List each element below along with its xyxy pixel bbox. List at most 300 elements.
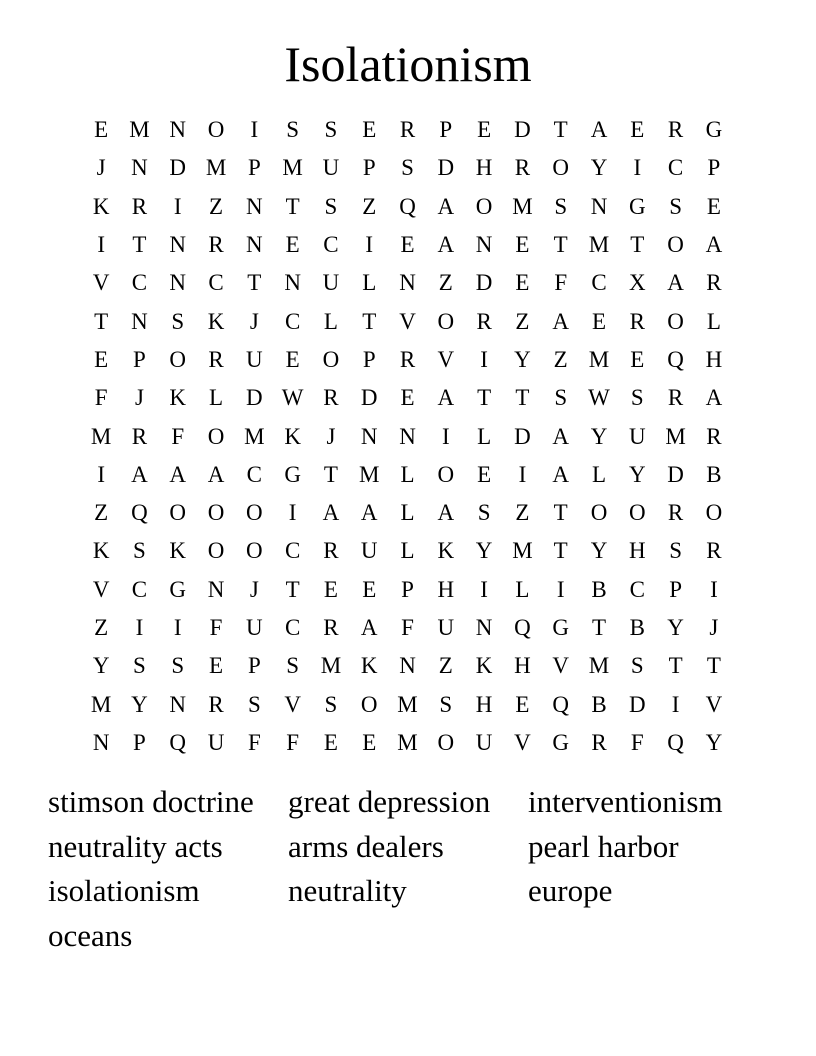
grid-letter: J: [96, 155, 106, 181]
grid-letter: O: [667, 232, 684, 258]
grid-letter: I: [480, 346, 488, 372]
grid-letter: O: [207, 538, 225, 564]
grid-letter: R: [706, 270, 722, 296]
grid-letter: T: [706, 653, 721, 679]
grid-letter: A: [590, 117, 608, 143]
grid-letter: A: [705, 385, 723, 411]
grid-letter: N: [207, 576, 225, 602]
grid-letter: N: [169, 270, 187, 296]
grid-letter: N: [475, 615, 493, 640]
grid-letter: G: [705, 117, 723, 143]
grid-letter: Z: [209, 193, 224, 219]
grid-letter: Q: [667, 346, 684, 372]
grid-letter: T: [94, 308, 109, 334]
grid-letter: T: [285, 193, 300, 219]
grid-letter: X: [628, 270, 646, 296]
grid-letter: N: [169, 117, 187, 143]
grid-letter: H: [628, 538, 646, 564]
grid-letter: K: [169, 538, 187, 564]
grid-letter: Z: [94, 615, 109, 640]
grid-letter: R: [131, 423, 148, 449]
grid-letter: A: [552, 461, 570, 487]
grid-letter: K: [207, 308, 225, 334]
grid-letter: T: [515, 385, 530, 411]
grid-letter: F: [401, 615, 414, 640]
grid-letter: I: [480, 576, 488, 602]
grid-letter: A: [552, 308, 570, 334]
grid-letter: A: [437, 232, 455, 258]
grid-letter: Z: [438, 653, 453, 679]
grid-letter: E: [362, 729, 377, 755]
grid-letter: B: [706, 461, 722, 487]
grid-letter: R: [706, 538, 722, 564]
grid-letter: S: [630, 653, 644, 679]
word-list: [48, 780, 768, 959]
grid-letter: M: [359, 461, 380, 487]
grid-letter: I: [556, 576, 565, 602]
grid-letter: C: [667, 155, 684, 181]
grid-letter: S: [439, 691, 453, 717]
grid-letter: R: [476, 308, 492, 334]
grid-letter: A: [437, 385, 455, 411]
word-list-item: arms dealers: [288, 828, 444, 864]
grid-letter: E: [323, 576, 338, 602]
grid-letter: S: [669, 538, 682, 564]
grid-letter: I: [173, 193, 182, 219]
grid-letter: O: [207, 500, 225, 526]
grid-letter: O: [169, 346, 187, 372]
grid-letter: N: [475, 232, 493, 258]
grid-letter: P: [362, 346, 376, 372]
grid-letter: V: [92, 270, 110, 296]
grid-letter: O: [475, 193, 493, 219]
grid-letter: E: [515, 270, 530, 296]
grid-letter: U: [437, 615, 455, 640]
grid-letter: I: [441, 423, 450, 449]
grid-letter: T: [285, 576, 300, 602]
grid-letter: E: [209, 653, 224, 679]
grid-letter: A: [552, 423, 570, 449]
grid-letter: S: [133, 538, 146, 564]
grid-letter: D: [628, 691, 646, 717]
grid-letter: Z: [515, 500, 530, 526]
grid-letter: Y: [590, 538, 608, 564]
grid-letter: A: [360, 615, 378, 640]
grid-letter: V: [705, 691, 723, 717]
grid-letter: L: [400, 538, 415, 564]
grid-letter: E: [362, 576, 377, 602]
grid-letter: G: [169, 576, 187, 602]
grid-letter: I: [365, 232, 374, 258]
grid-letter: P: [669, 576, 682, 602]
grid-letter: M: [129, 117, 150, 143]
grid-letter: H: [475, 691, 493, 717]
grid-letter: W: [588, 385, 610, 411]
grid-letter: O: [552, 155, 570, 181]
grid-letter: C: [591, 270, 607, 296]
word-search-grid: [82, 111, 733, 762]
grid-letter: T: [630, 232, 645, 258]
grid-letter: J: [249, 576, 259, 602]
grid-letter: E: [706, 193, 721, 219]
grid-letter: S: [171, 308, 185, 334]
grid-letter: K: [360, 653, 378, 679]
grid-letter: F: [554, 270, 568, 296]
grid-letter: E: [400, 385, 415, 411]
grid-letter: L: [323, 308, 338, 334]
grid-letter: A: [437, 500, 455, 526]
grid-letter: K: [284, 423, 301, 449]
grid-letter: K: [437, 538, 455, 564]
grid-letter: B: [591, 576, 607, 602]
grid-letter: M: [588, 653, 610, 679]
grid-letter: E: [362, 117, 377, 143]
grid-letter: T: [477, 385, 492, 411]
grid-letter: V: [552, 653, 570, 679]
grid-letter: Q: [131, 500, 148, 526]
grid-letter: Y: [131, 691, 148, 717]
grid-letter: P: [362, 155, 376, 181]
grid-letter: Q: [552, 691, 570, 717]
grid-letter: A: [705, 232, 723, 258]
grid-letter: F: [286, 729, 300, 755]
grid-letter: E: [477, 117, 492, 143]
grid-letter: D: [475, 270, 493, 296]
grid-letter: R: [208, 691, 224, 717]
grid-letter: J: [326, 423, 336, 449]
grid-letter: N: [131, 308, 148, 334]
grid-letter: Y: [92, 653, 110, 679]
grid-letter: M: [397, 691, 418, 717]
grid-letter: N: [284, 270, 301, 296]
grid-letter: B: [591, 691, 607, 717]
grid-letter: S: [286, 117, 300, 143]
grid-letter: S: [477, 500, 491, 526]
grid-letter: T: [553, 232, 568, 258]
grid-letter: I: [633, 155, 642, 181]
grid-letter: T: [247, 270, 262, 296]
grid-letter: O: [360, 691, 378, 717]
grid-letter: U: [322, 270, 340, 296]
grid-letter: U: [322, 155, 340, 181]
grid-letter: E: [94, 117, 109, 143]
grid-letter: M: [665, 423, 686, 449]
grid-letter: E: [591, 308, 607, 334]
grid-letter: S: [324, 117, 338, 143]
word-list-item: oceans: [48, 918, 133, 954]
grid-letter: D: [360, 385, 378, 411]
grid-letter: O: [246, 500, 263, 526]
grid-letter: H: [514, 653, 531, 679]
grid-letter: N: [399, 653, 416, 679]
grid-letter: S: [247, 691, 261, 717]
grid-letter: Q: [667, 729, 684, 755]
grid-letter: N: [590, 193, 608, 219]
grid-letter: N: [169, 232, 187, 258]
grid-letter: Z: [438, 270, 453, 296]
grid-letter: H: [705, 346, 723, 372]
grid-letter: U: [246, 615, 263, 640]
grid-letter: I: [173, 615, 182, 640]
grid-letter: C: [131, 270, 148, 296]
grid-letter: O: [667, 308, 684, 334]
grid-letter: S: [554, 193, 568, 219]
grid-letter: C: [208, 270, 224, 296]
grid-letter: E: [323, 729, 338, 755]
grid-letter: I: [97, 232, 105, 258]
grid-letter: O: [628, 500, 646, 526]
grid-letter: K: [475, 653, 493, 679]
grid-letter: F: [209, 615, 223, 640]
grid-letter: V: [514, 729, 531, 755]
grid-letter: B: [629, 615, 645, 640]
grid-letter: K: [169, 385, 187, 411]
grid-letter: G: [628, 193, 646, 219]
grid-letter: Z: [553, 346, 568, 372]
grid-letter: A: [667, 270, 684, 296]
grid-letter: L: [706, 308, 721, 334]
grid-letter: U: [207, 729, 225, 755]
grid-letter: R: [208, 232, 224, 258]
grid-letter: O: [207, 117, 225, 143]
grid-letter: N: [360, 423, 378, 449]
grid-letter: E: [285, 232, 300, 258]
grid-letter: Y: [628, 461, 646, 487]
grid-letter: T: [591, 615, 607, 640]
grid-letter: E: [477, 461, 492, 487]
grid-letter: R: [706, 423, 722, 449]
grid-letter: L: [591, 461, 607, 487]
grid-letter: U: [628, 423, 646, 449]
grid-letter: M: [90, 423, 112, 449]
word-list-item: interventionism: [528, 784, 723, 819]
grid-letter: A: [207, 461, 225, 487]
grid-letter: T: [132, 232, 147, 258]
grid-letter: T: [553, 500, 568, 526]
grid-letter: O: [437, 308, 455, 334]
grid-letter: M: [282, 155, 303, 181]
grid-letter: E: [94, 346, 109, 372]
word-list-item: neutrality acts: [48, 828, 223, 864]
grid-letter: T: [553, 538, 568, 564]
grid-letter: N: [246, 232, 263, 258]
grid-letter: Z: [515, 308, 530, 334]
grid-letter: I: [518, 461, 527, 487]
grid-letter: Y: [590, 423, 608, 449]
grid-letter: P: [439, 117, 453, 143]
grid-letter: N: [92, 729, 110, 755]
grid-letter: T: [668, 653, 683, 679]
grid-letter: Z: [362, 193, 377, 219]
grid-letter: D: [246, 385, 263, 411]
grid-letter: Q: [399, 193, 416, 219]
grid-letter: O: [207, 423, 225, 449]
grid-letter: K: [92, 538, 110, 564]
grid-letter: C: [629, 576, 645, 602]
grid-letter: D: [514, 117, 531, 143]
grid-letter: P: [401, 576, 414, 602]
grid-letter: J: [249, 308, 259, 334]
grid-letter: L: [477, 423, 492, 449]
grid-letter: I: [135, 615, 144, 640]
grid-letter: L: [515, 576, 530, 602]
grid-letter: Y: [590, 155, 608, 181]
grid-letter: F: [94, 385, 108, 411]
grid-letter: L: [400, 461, 415, 487]
grid-letter: C: [246, 461, 262, 487]
grid-letter: C: [284, 308, 301, 334]
grid-letter: I: [710, 576, 718, 602]
grid-letter: I: [288, 500, 297, 526]
grid-letter: R: [323, 538, 339, 564]
grid-letter: U: [246, 346, 263, 372]
grid-letter: Y: [514, 346, 531, 372]
grid-letter: O: [437, 729, 455, 755]
grid-letter: U: [475, 729, 493, 755]
grid-letter: A: [437, 193, 455, 219]
grid-letter: I: [671, 691, 680, 717]
grid-letter: P: [707, 155, 721, 181]
grid-letter: Q: [169, 729, 187, 755]
grid-letter: Y: [705, 729, 723, 755]
grid-letter: G: [284, 461, 301, 487]
word-list-item: great depression: [288, 784, 491, 819]
grid-letter: E: [630, 346, 645, 372]
grid-letter: C: [323, 232, 339, 258]
grid-letter: K: [92, 193, 110, 219]
grid-letter: O: [322, 346, 340, 372]
grid-letter: I: [97, 461, 105, 487]
grid-letter: W: [281, 385, 304, 411]
grid-letter: S: [554, 385, 568, 411]
grid-letter: S: [630, 385, 644, 411]
grid-letter: V: [284, 691, 301, 717]
grid-letter: H: [437, 576, 455, 602]
grid-letter: P: [133, 729, 146, 755]
grid-letter: R: [591, 729, 607, 755]
grid-letter: E: [285, 346, 300, 372]
grid-letter: Y: [475, 538, 493, 564]
grid-letter: O: [246, 538, 263, 564]
grid-letter: R: [399, 346, 416, 372]
grid-letter: R: [399, 117, 416, 143]
word-list-item: pearl harbor: [528, 828, 679, 864]
grid-letter: C: [131, 576, 148, 602]
grid-letter: V: [437, 346, 455, 372]
grid-letter: S: [669, 193, 682, 219]
grid-letter: Z: [94, 500, 109, 526]
word-list-item: europe: [528, 873, 613, 909]
grid-letter: R: [667, 385, 684, 411]
grid-letter: E: [630, 117, 645, 143]
grid-letter: M: [588, 232, 610, 258]
grid-letter: L: [400, 500, 415, 526]
grid-letter: E: [515, 232, 530, 258]
grid-letter: M: [512, 193, 533, 219]
grid-letter: H: [475, 155, 493, 181]
grid-letter: R: [323, 385, 339, 411]
grid-letter: R: [667, 117, 684, 143]
grid-letter: G: [552, 729, 570, 755]
grid-letter: R: [131, 193, 148, 219]
grid-letter: T: [362, 308, 377, 334]
grid-letter: M: [512, 538, 533, 564]
grid-letter: C: [284, 538, 301, 564]
grid-letter: N: [246, 193, 263, 219]
grid-letter: S: [286, 653, 300, 679]
grid-letter: D: [667, 461, 684, 487]
grid-letter: S: [324, 691, 338, 717]
word-list-item: isolationism: [48, 873, 200, 909]
grid-letter: O: [437, 461, 455, 487]
grid-letter: S: [171, 653, 185, 679]
grid-letter: M: [397, 729, 418, 755]
grid-letter: D: [514, 423, 531, 449]
grid-letter: R: [629, 308, 645, 334]
grid-letter: V: [92, 576, 110, 602]
grid-letter: A: [322, 500, 340, 526]
grid-letter: S: [401, 155, 414, 181]
grid-letter: J: [709, 615, 719, 640]
grid-letter: Y: [667, 615, 684, 640]
page-title: Isolationism: [284, 36, 532, 92]
grid-letter: L: [209, 385, 224, 411]
grid-letter: M: [244, 423, 265, 449]
grid-letter: S: [324, 193, 338, 219]
grid-letter: M: [205, 155, 227, 181]
grid-letter: A: [169, 461, 187, 487]
grid-letter: C: [284, 615, 301, 640]
grid-letter: D: [169, 155, 187, 181]
grid-letter: P: [133, 346, 146, 372]
grid-letter: F: [630, 729, 644, 755]
grid-letter: T: [323, 461, 338, 487]
grid-letter: A: [360, 500, 378, 526]
grid-letter: R: [514, 155, 531, 181]
grid-letter: L: [362, 270, 377, 296]
grid-letter: G: [552, 615, 570, 640]
grid-letter: S: [133, 653, 146, 679]
grid-letter: N: [131, 155, 148, 181]
grid-letter: N: [399, 270, 416, 296]
grid-letter: I: [250, 117, 259, 143]
grid-letter: U: [360, 538, 378, 564]
grid-letter: N: [399, 423, 416, 449]
grid-letter: R: [208, 346, 224, 372]
grid-letter: F: [171, 423, 185, 449]
grid-letter: E: [400, 232, 415, 258]
grid-letter: A: [131, 461, 148, 487]
grid-letter: R: [323, 615, 339, 640]
grid-letter: O: [169, 500, 187, 526]
grid-letter: M: [320, 653, 342, 679]
grid-letter: P: [247, 653, 261, 679]
grid-letter: T: [553, 117, 568, 143]
grid-letter: M: [588, 346, 610, 372]
grid-letter: D: [437, 155, 455, 181]
grid-letter: N: [169, 691, 187, 717]
word-list-item: stimson doctrine: [48, 784, 254, 819]
grid-letter: P: [247, 155, 261, 181]
grid-letter: V: [399, 308, 416, 334]
grid-letter: J: [134, 385, 144, 411]
word-list-item: neutrality: [288, 873, 407, 909]
grid-letter: O: [590, 500, 608, 526]
grid-letter: E: [515, 691, 530, 717]
grid-letter: R: [667, 500, 684, 526]
grid-letter: M: [90, 691, 112, 717]
grid-letter: O: [705, 500, 723, 526]
